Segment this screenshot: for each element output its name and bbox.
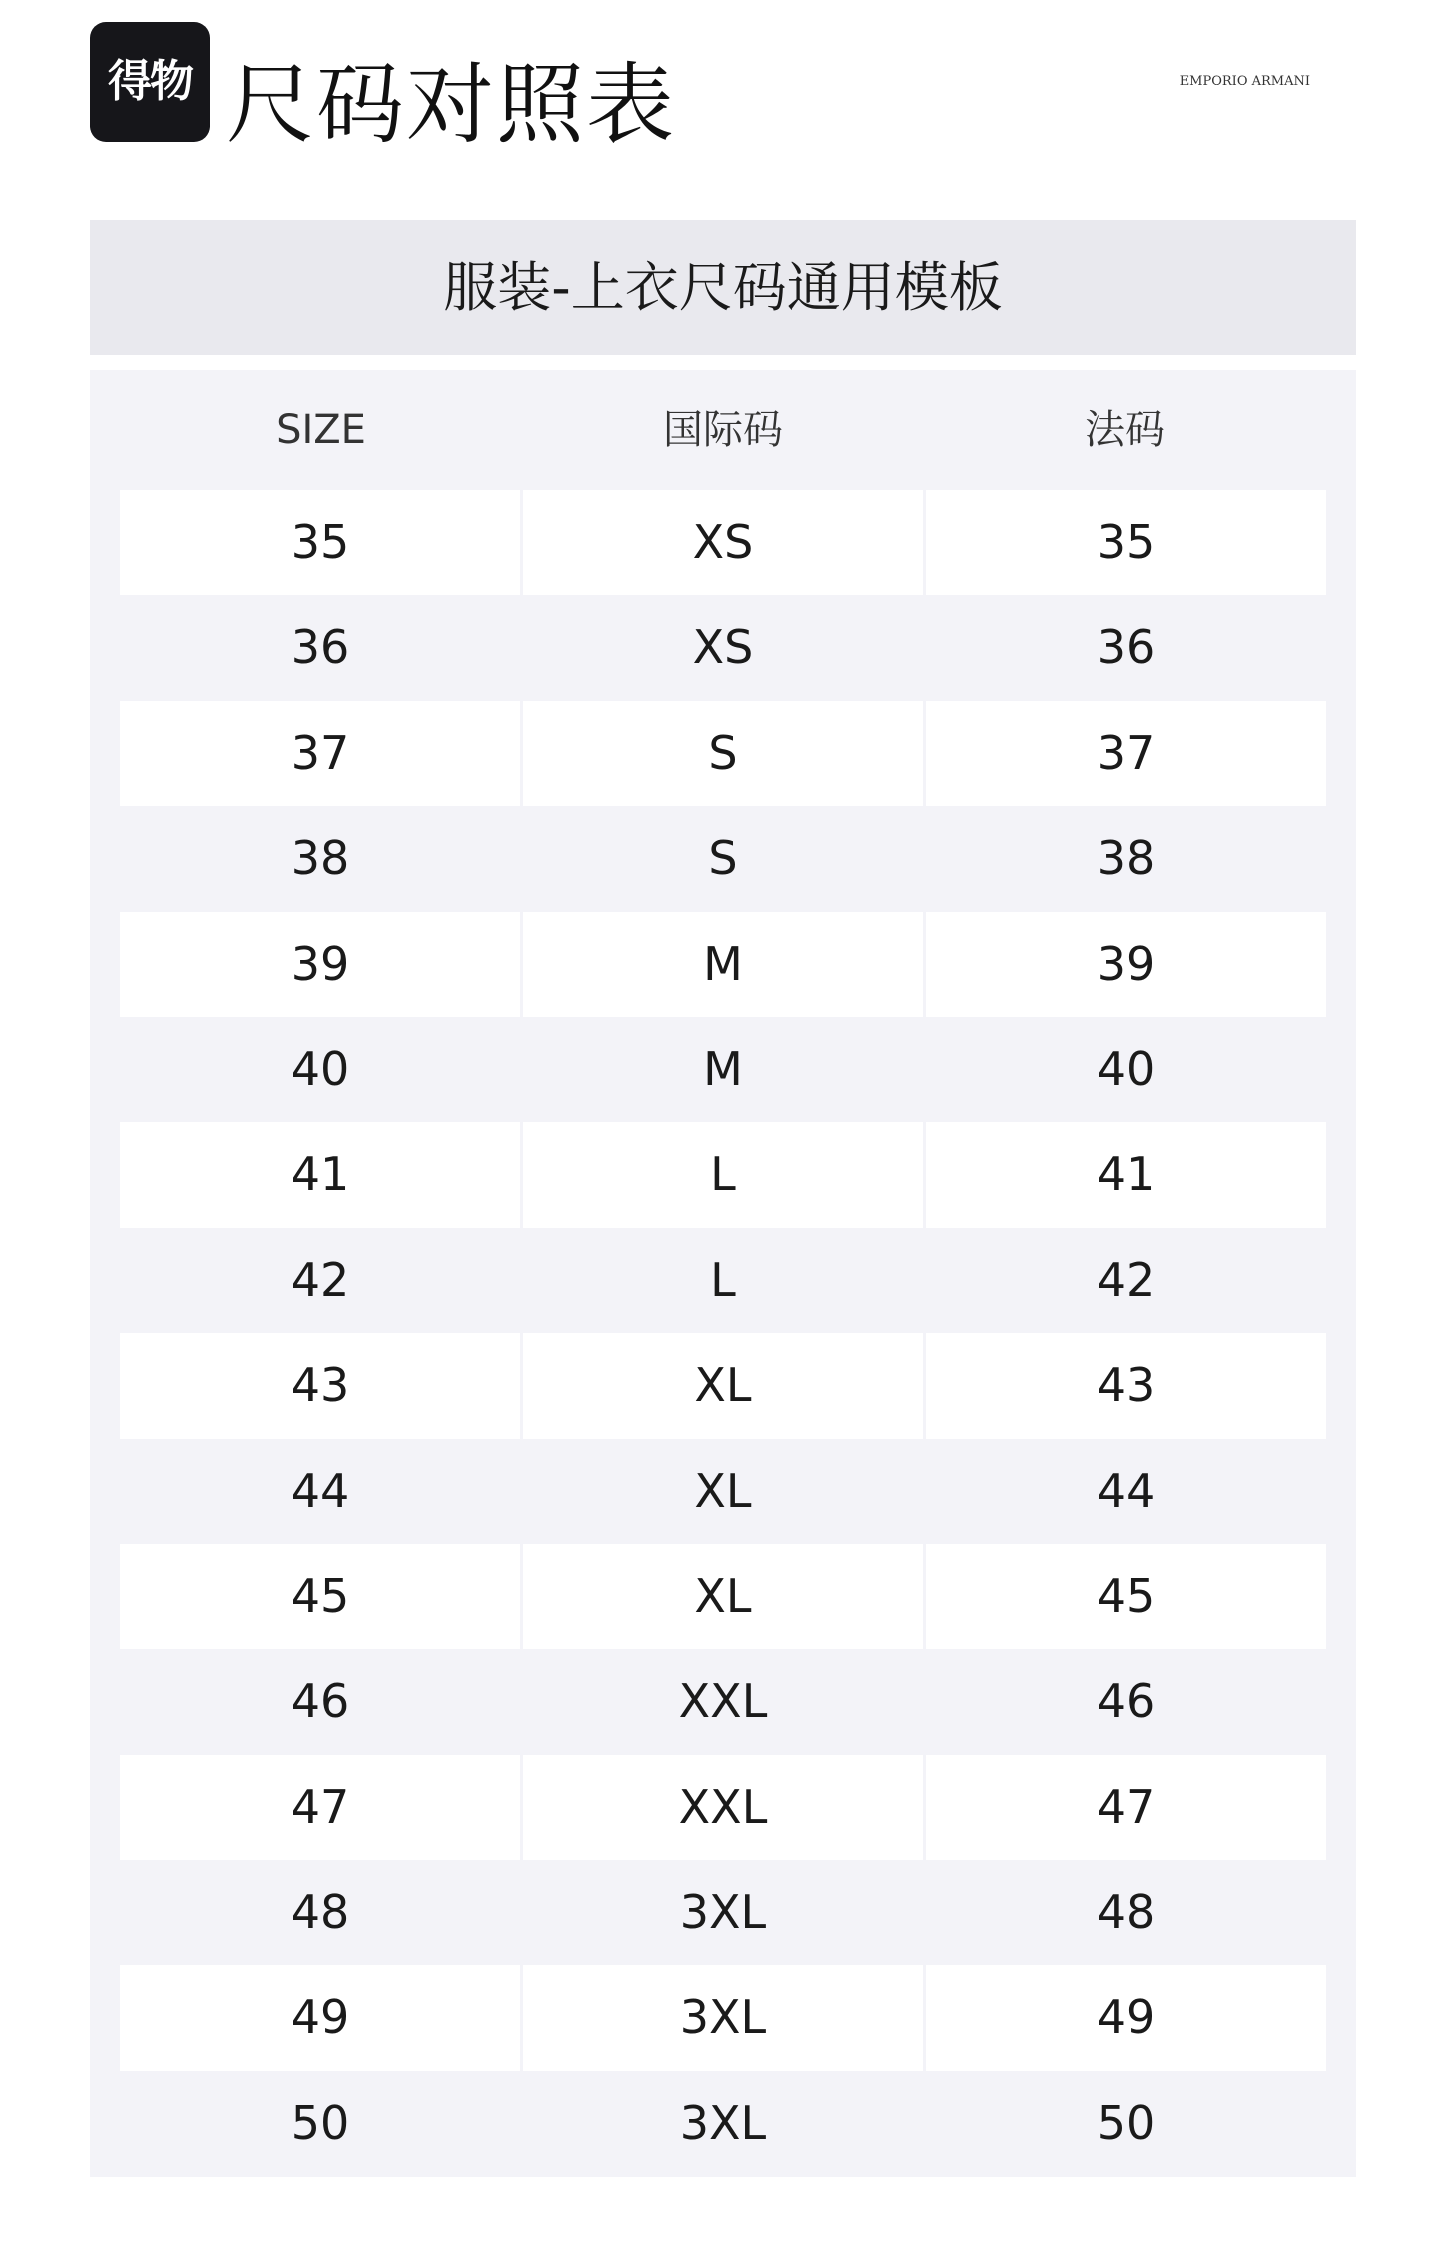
size-cell: 36 (290, 620, 350, 675)
dewu-logo: 得物 (90, 22, 210, 142)
international-size-cell: 3XL (679, 2095, 767, 2150)
size-cell: 49 (120, 1965, 520, 2070)
table-header (120, 370, 1326, 490)
international-size-cell: L (523, 1122, 923, 1227)
table-row (120, 1544, 1326, 1649)
international-size-cell: XXL (678, 1674, 768, 1729)
table-row (120, 701, 1326, 806)
table-row (120, 1439, 1326, 1544)
size-cell: 45 (120, 1544, 520, 1649)
size-cell: 48 (290, 1885, 350, 1940)
international-size-cell: XXL (523, 1755, 923, 1860)
column-header-size: SIZE (276, 407, 366, 453)
international-size-cell: M (523, 912, 923, 1017)
size-cell: 35 (120, 490, 520, 595)
template-banner: 服装-上衣尺码通用模板 (90, 220, 1356, 355)
size-cell: 40 (290, 1041, 350, 1096)
brand-logo: EMPORIO ARMANI (1179, 74, 1310, 89)
table-row (120, 1755, 1326, 1860)
international-size-cell: S (708, 831, 738, 886)
french-size-cell: 48 (1096, 1885, 1156, 1940)
size-cell: 43 (120, 1333, 520, 1438)
table-row (120, 1965, 1326, 2070)
international-size-cell: XS (523, 490, 923, 595)
international-size-cell: XL (523, 1333, 923, 1438)
table-row (120, 1017, 1326, 1122)
french-size-cell: 38 (1096, 831, 1156, 886)
french-size-cell: 36 (1096, 620, 1156, 675)
table-row (120, 912, 1326, 1017)
french-size-cell: 46 (1096, 1674, 1156, 1729)
size-cell: 39 (120, 912, 520, 1017)
french-size-cell: 45 (926, 1544, 1326, 1649)
french-size-cell: 35 (926, 490, 1326, 595)
table-row (120, 806, 1326, 911)
french-size-cell: 40 (1096, 1041, 1156, 1096)
size-cell: 37 (120, 701, 520, 806)
french-size-cell: 49 (926, 1965, 1326, 2070)
french-size-cell: 50 (1096, 2095, 1156, 2150)
table-row (120, 595, 1326, 700)
french-size-cell: 37 (926, 701, 1326, 806)
size-cell: 50 (290, 2095, 350, 2150)
size-cell: 44 (290, 1463, 350, 1518)
international-size-cell: L (710, 1252, 736, 1307)
international-size-cell: M (703, 1041, 743, 1096)
french-size-cell: 39 (926, 912, 1326, 1017)
table-row (120, 490, 1326, 595)
size-cell: 46 (290, 1674, 350, 1729)
size-cell: 42 (290, 1252, 350, 1307)
column-header-french: 法码 (1085, 407, 1165, 453)
international-size-cell: 3XL (523, 1965, 923, 2070)
international-size-cell: XL (523, 1544, 923, 1649)
international-size-cell: XS (692, 620, 754, 675)
table-row (120, 1860, 1326, 1965)
table-row (120, 1649, 1326, 1754)
page-title: 尺码对照表 (226, 53, 677, 156)
table-row (120, 1228, 1326, 1333)
international-size-cell: XL (694, 1463, 752, 1518)
french-size-cell: 47 (926, 1755, 1326, 1860)
french-size-cell: 41 (926, 1122, 1326, 1227)
table-row (120, 2071, 1326, 2176)
size-cell: 41 (120, 1122, 520, 1227)
table-row (120, 1122, 1326, 1227)
table-body (120, 490, 1326, 2176)
international-size-cell: 3XL (679, 1885, 767, 1940)
size-cell: 47 (120, 1755, 520, 1860)
size-cell: 38 (290, 831, 350, 886)
table-row (120, 1333, 1326, 1438)
international-size-cell: S (523, 701, 923, 806)
french-size-cell: 43 (926, 1333, 1326, 1438)
column-header-international: 国际码 (663, 407, 783, 453)
french-size-cell: 44 (1096, 1463, 1156, 1518)
french-size-cell: 42 (1096, 1252, 1156, 1307)
size-table (90, 370, 1356, 2177)
page-header (90, 22, 1350, 172)
